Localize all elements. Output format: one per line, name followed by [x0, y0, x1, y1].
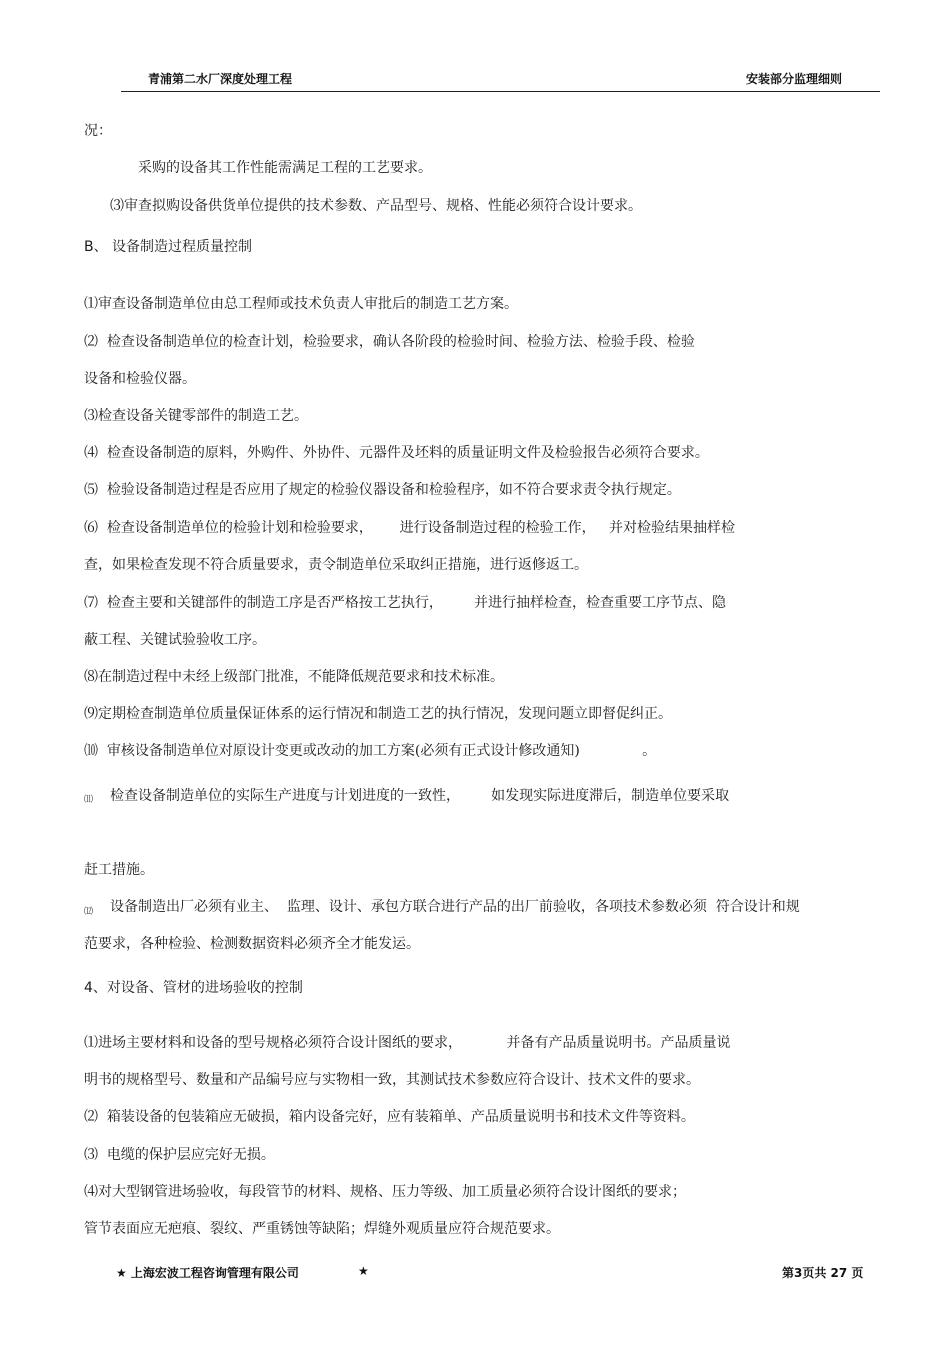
text-line: 采购的设备其工作性能需满足工程的工艺要求。	[138, 160, 432, 176]
text-line: 范要求，各种检验、检测数据资料必须齐全才能发运。	[84, 936, 420, 952]
text-line: 蔽工程、关键试验验收工序。	[84, 632, 266, 648]
text-line: 况：	[84, 123, 112, 139]
text-line: ⑸ 检验设备制造过程是否应用了规定的检验仪器设备和检验程序，如不符合要求责令执行规定。	[84, 482, 681, 498]
text-line: ⑴审查设备制造单位由总工程师或技术负责人审批后的制造工艺方案。	[84, 296, 518, 312]
section-heading: 4、对设备、管材的进场验收的控制	[84, 980, 303, 996]
text-line: ⑽ 审核设备制造单位对原设计变更或改动的加工方案(必须有正式设计修改通知) 。	[84, 743, 657, 759]
text-line: 明书的规格型号、数量和产品编号应与实物相一致，其测试技术参数应符合设计、技术文件的要求。	[84, 1072, 700, 1088]
item-number: ⑿	[84, 907, 94, 917]
text-line: 设备和检验仪器。	[84, 371, 196, 387]
text-line: ⑻在制造过程中未经上级部门批准，不能降低规范要求和技术标准。	[84, 669, 504, 685]
text-line: ⑶ 电缆的保护层应完好无损。	[84, 1147, 275, 1163]
text-line: 管节表面应无疤痕、裂纹、严重锈蚀等缺陷；焊缝外观质量应符合规范要求。	[84, 1221, 560, 1237]
text-line: ⑵ 检查设备制造单位的检查计划，检验要求，确认各阶段的检验时间、检验方法、检验手段、检验	[84, 334, 695, 350]
footer-page-number: 第3页共 27 页	[782, 1266, 864, 1280]
text-line: ⑴进场主要材料和设备的型号规格必须符合设计图纸的要求， 并备有产品质量说明书。产品质量说	[84, 1035, 731, 1051]
text-line: 赶工措施。	[84, 862, 154, 878]
text-line: 查，如果检查发现不符合质量要求，责令制造单位采取纠正措施，进行返修返工。	[84, 557, 588, 573]
text-line: ⑶检查设备关键零部件的制造工艺。	[84, 408, 308, 424]
text-line: ⑷对大型钢管进场验收，每段管节的材料、规格、压力等级、加工质量必须符合设计图纸的要求；	[84, 1184, 686, 1200]
footer-company: ★ 上海宏波工程咨询管理有限公司	[116, 1266, 299, 1280]
header-document-title: 安装部分监理细则	[745, 72, 842, 86]
header-divider	[121, 91, 880, 92]
text-line: ⑷ 检查设备制造的原料，外购件、外协件、元器件及坯料的质量证明文件及检验报告必须符合要求。	[84, 445, 709, 461]
text-line: 检查设备制造单位的实际生产进度与计划进度的一致性， 如发现实际进度滞后，制造单位要采取	[110, 788, 730, 804]
text-line: ⑶审查拟购设备供货单位提供的技术参数、产品型号、规格、性能必须符合设计要求。	[110, 198, 642, 214]
text-line: 设备制造出厂必须有业主、 监理、设计、承包方联合进行产品的出厂前验收，各项技术参数必须 符合设计和规	[110, 899, 800, 915]
section-heading: B、 设备制造过程质量控制	[84, 239, 253, 255]
footer-star-icon: ★	[358, 1264, 369, 1278]
text-line: ⑼定期检查制造单位质量保证体系的运行情况和制造工艺的执行情况，发现问题立即督促纠正。	[84, 706, 672, 722]
item-number: ⑾	[84, 795, 94, 805]
text-line: ⑺ 检查主要和关键部件的制造工序是否严格按工艺执行， 并进行抽样检查，检查重要工序节点、隐	[84, 595, 727, 611]
text-line: ⑹ 检查设备制造单位的检验计划和检验要求， 进行设备制造过程的检验工作， 并对检验结果抽样检	[84, 520, 735, 536]
header-project-title: 青浦第二水厂深度处理工程	[148, 72, 293, 86]
text-line: ⑵ 箱装设备的包装箱应无破损，箱内设备完好，应有装箱单、产品质量说明书和技术文件等资料。	[84, 1109, 695, 1125]
